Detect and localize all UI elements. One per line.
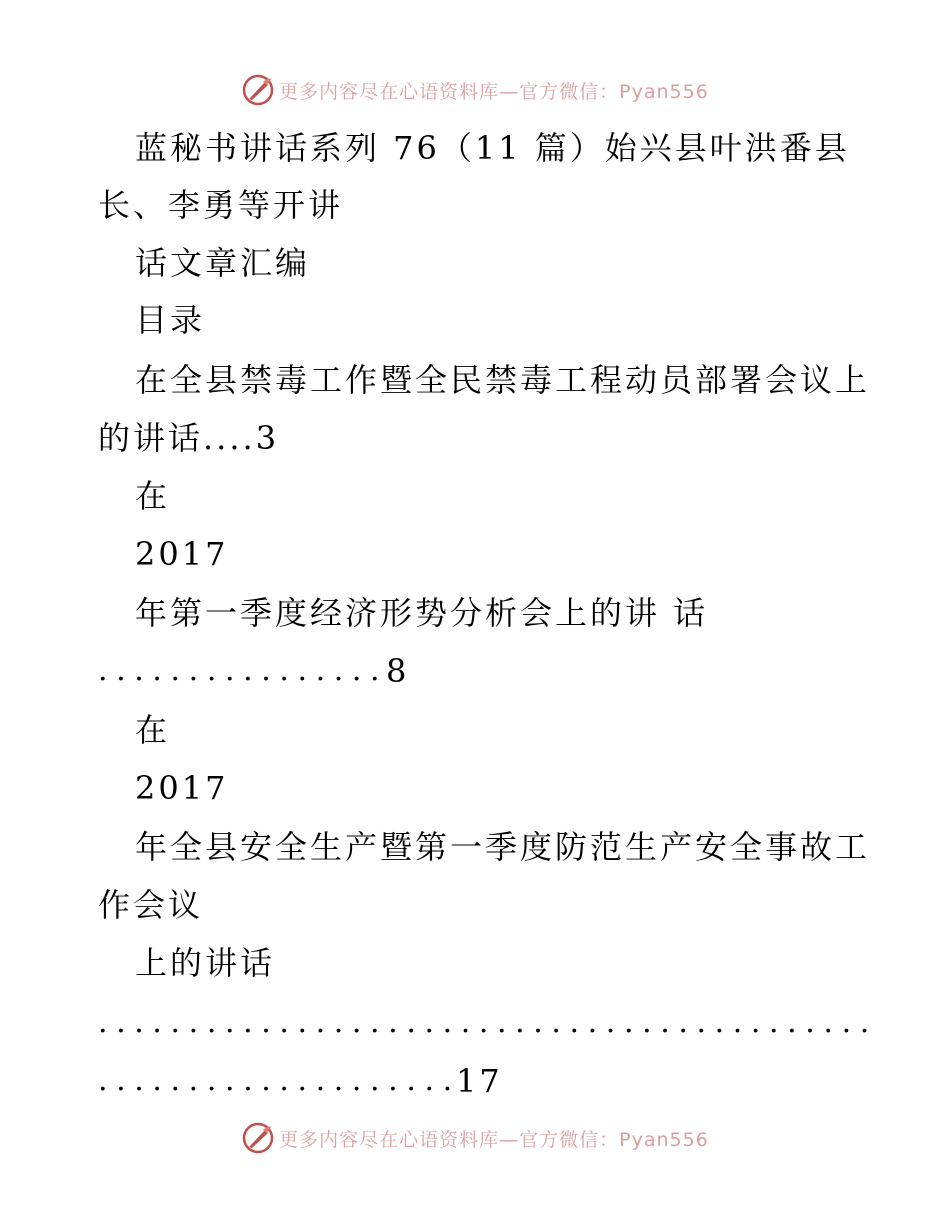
toc-entry-2-title: 年第一季度经济形势分析会上的讲 话 [135,594,709,632]
toc-entry-3-title-cont: 作会议 [98,886,204,924]
quill-logo-icon [241,73,275,107]
watermark-footer [0,1118,950,1158]
toc-entry-1-title: 在全县禁毒工作暨全民禁毒工程动员部署会议上 [135,361,871,399]
toc-entry-3-title: 年全县安全生产暨第一季度防范生产安全事故工 [135,828,871,866]
toc-entry-3-leader-2: .................... [98,1063,461,1098]
toc-entry-2-year: 2017 [135,535,229,573]
document-title-line-2: 长、李勇等开讲 [98,186,344,224]
document-title-line-3: 话文章汇编 [135,244,311,282]
document-title-line-1: 蓝秘书讲话系列 76（11 篇）始兴县叶洪番县 [135,129,850,167]
toc-entry-3-page-number: 17 [456,1062,503,1100]
watermark-text: 更多内容尽在心语资料库—官方微信：Pyan556 [279,80,709,103]
quill-logo-icon [241,1121,275,1155]
toc-entry-3-year: 2017 [135,769,229,807]
toc-entry-2-leader: ................ [98,653,389,688]
toc-entry-3-title-cont-2: 上的讲话 [135,944,276,982]
toc-heading: 目录 [135,301,206,339]
toc-entry-1-title-cont: 的讲话....3 [98,419,280,457]
toc-entry-3-leader-1: ........................................... [98,1005,878,1040]
watermark-header [0,70,950,110]
toc-entry-3-prefix: 在 [135,711,171,749]
toc-entry-2-page-number: 8 [386,652,410,690]
watermark-text: 更多内容尽在心语资料库—官方微信：Pyan556 [279,1128,709,1151]
toc-entry-2-prefix: 在 [135,477,171,515]
